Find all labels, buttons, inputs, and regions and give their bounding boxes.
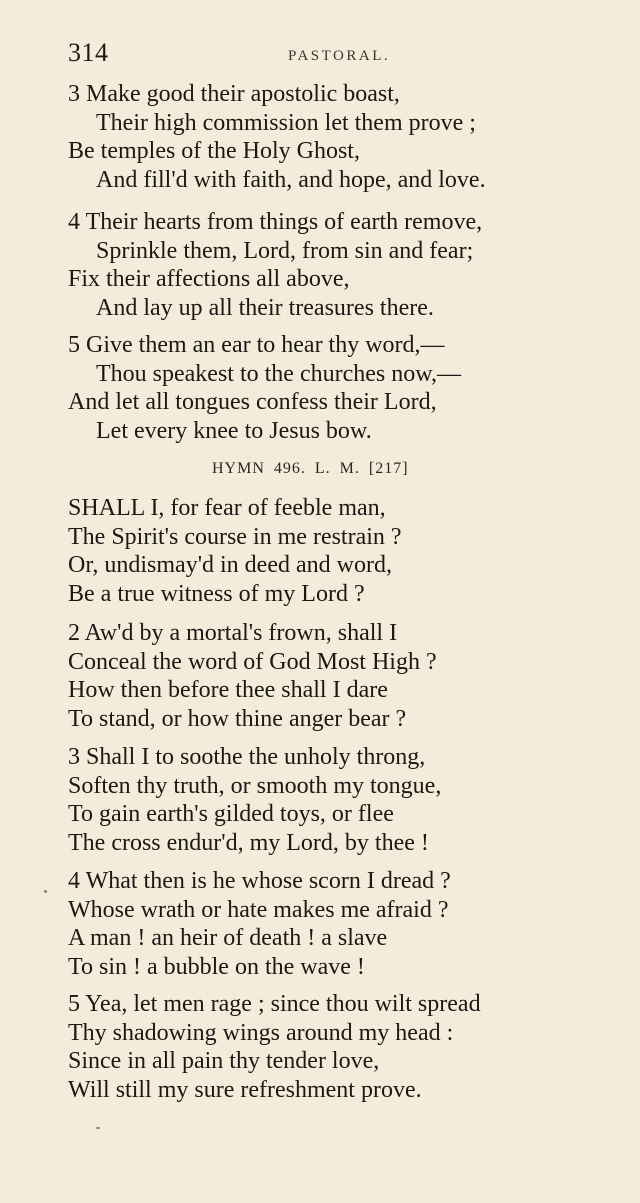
stanza [68,867,633,981]
verse-line: 4 What then is he whose scorn I dread ? [68,868,451,894]
verse-line: 4 Their hearts from things of earth remove, [68,209,483,235]
verse-line: Conceal the word of God Most High ? [68,648,437,675]
verse-line: SHALL I, for fear of feeble man, [68,495,386,521]
verse-line: Thy shadowing wings around my head : [68,1019,454,1046]
stanza [68,80,633,194]
verse-line: Or, undismay'd in deed and word, [68,552,392,579]
paper-speck [96,1127,100,1129]
verse-line: Sprinkle them, Lord, from sin and fear; [96,237,474,264]
page-header [68,38,628,68]
paper-speck [44,890,47,893]
verse-line: A man ! an heir of death ! a slave [68,925,388,952]
verse-line: Be a true witness of my Lord ? [68,580,365,607]
hymn-heading: HYMN 496. L. M. [217] [212,460,409,477]
stanza [68,990,633,1104]
verse-line: The Spirit's course in me restrain ? [68,523,402,550]
verse-line: 2 Aw'd by a mortal's frown, shall I [68,620,398,646]
verse-line: Let every knee to Jesus bow. [96,417,372,444]
verse-line: Fix their affections all above, [68,266,350,293]
verse-line: Their high commission let them prove ; [96,109,476,136]
verse-line: 3 Shall I to soothe the unholy throng, [68,744,426,770]
stanza [68,331,633,445]
verse-line: Since in all pain thy tender love, [68,1048,380,1075]
verse-line: 5 Yea, let men rage ; since thou wilt spread [68,991,481,1017]
stanza [68,619,633,733]
verse-line: To gain earth's gilded toys, or flee [68,801,394,828]
page-number: 314 [68,38,109,67]
verse-line: The cross endur'd, my Lord, by thee ! [68,829,429,856]
verse-line: And fill'd with faith, and hope, and love. [96,166,486,193]
stanza [68,494,633,608]
verse-line: Thou speakest to the churches now,— [96,360,462,387]
verse-line: 5 Give them an ear to hear thy word,— [68,332,445,358]
verse-line: Whose wrath or hate makes me afraid ? [68,896,449,923]
verse-line: And let all tongues confess their Lord, [68,389,437,416]
verse-line: To stand, or how thine anger bear ? [68,705,407,732]
stanza [68,743,633,857]
verse-line: To sin ! a bubble on the wave ! [68,953,365,980]
stanza [68,208,633,322]
verse-line: 3 Make good their apostolic boast, [68,81,400,107]
verse-line: How then before thee shall I dare [68,677,388,704]
verse-line: And lay up all their treasures there. [96,294,434,321]
verse-line: Soften thy truth, or smooth my tongue, [68,772,442,799]
verse-line: Be temples of the Holy Ghost, [68,138,360,165]
running-head: PASTORAL. [288,48,391,64]
verse-line: Will still my sure refreshment prove. [68,1076,422,1103]
